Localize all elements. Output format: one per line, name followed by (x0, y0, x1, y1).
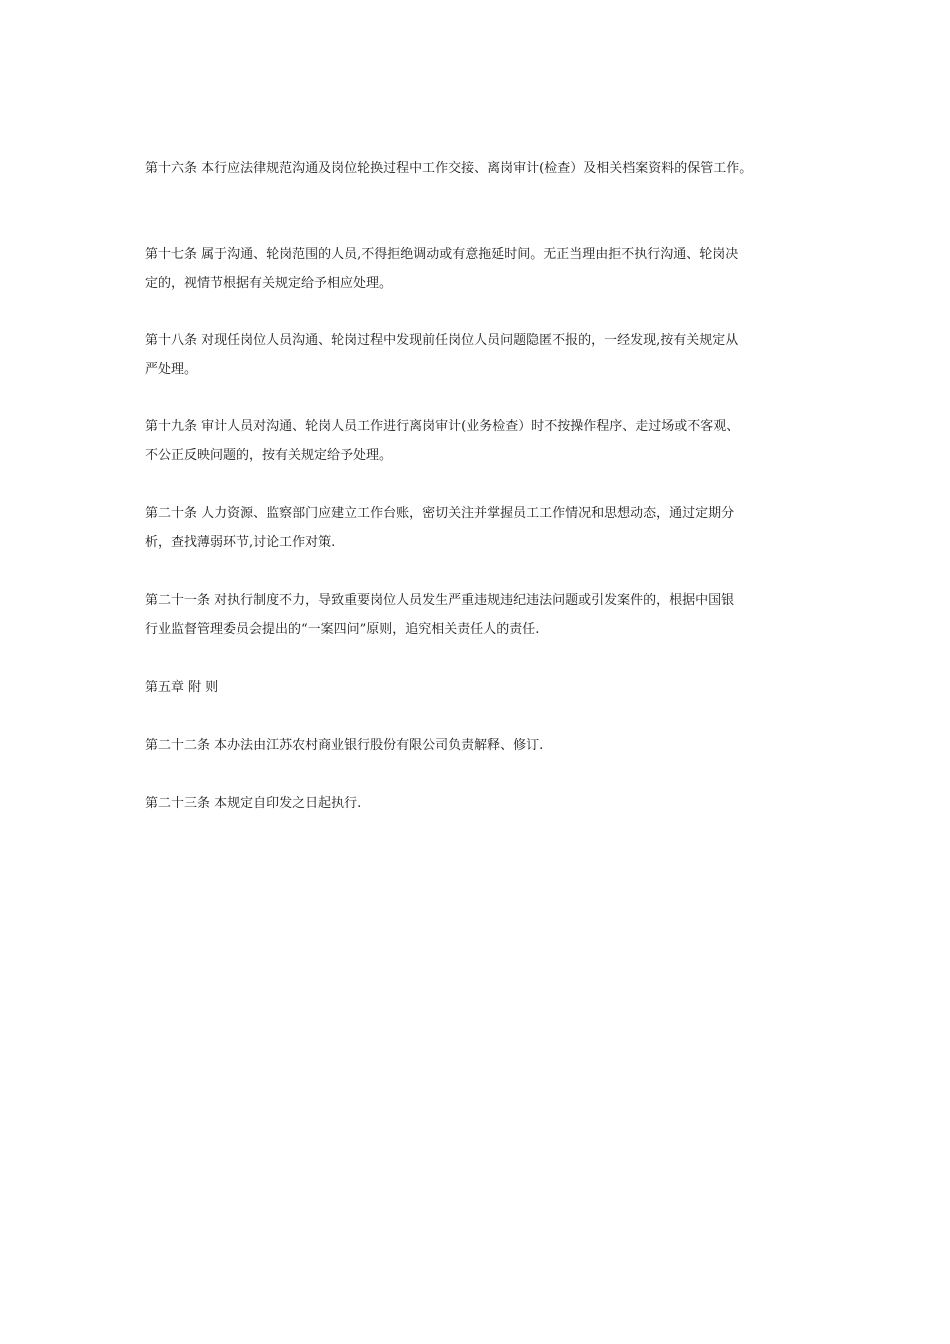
paragraph-line: 第二十三条 本规定自印发之日起执行. (145, 796, 362, 811)
article-16 (145, 154, 825, 183)
article-17 (145, 240, 825, 298)
paragraph-line: 第十八条 对现任岗位人员沟通、轮岗过程中发现前任岗位人员问题隐匿不报的，一经发现,按有关规定从 (145, 333, 739, 348)
article-18 (145, 326, 825, 384)
article-20 (145, 499, 825, 557)
paragraph-line: 第二十一条 对执行制度不力，导致重要岗位人员发生严重违规违纪违法问题或引发案件的，根据中国银 (145, 593, 735, 608)
article-21 (145, 586, 825, 644)
article-22 (145, 731, 825, 760)
paragraph-line: 第十七条 属于沟通、轮岗范围的人员,不得拒绝调动或有意拖延时间。无正当理由拒不执行沟通、轮岗决 (145, 247, 739, 262)
paragraph-line: 第十九条 审计人员对沟通、轮岗人员工作进行离岗审计(业务检查）时不按操作程序、走过场或不客观、 (145, 419, 740, 434)
paragraph-line: 行业监督管理委员会提出的“一案四问”原则，追究相关责任人的责任. (145, 622, 540, 637)
paragraph-line: 不公正反映问题的，按有关规定给予处理。 (145, 448, 393, 463)
article-23 (145, 789, 825, 818)
paragraph-line: 析，查找薄弱环节,讨论工作对策. (145, 535, 336, 550)
paragraph-line: 定的，视情节根据有关规定给予相应处理。 (145, 276, 393, 291)
chapter-title: 第五章 附 则 (145, 680, 219, 695)
paragraph-line: 第二十条 人力资源、监察部门应建立工作台账，密切关注并掌握员工工作情况和思想动态，通过定期分 (145, 506, 735, 521)
article-19 (145, 412, 825, 470)
paragraph-line: 第十六条 本行应法律规范沟通及岗位轮换过程中工作交接、离岗审计(检查）及相关档案资料的保管工作。 (145, 161, 753, 176)
chapter-5-heading (145, 673, 825, 702)
paragraph-line: 严处理。 (145, 362, 198, 377)
paragraph-line: 第二十二条 本办法由江苏农村商业银行股份有限公司负责解释、修订. (145, 738, 544, 753)
